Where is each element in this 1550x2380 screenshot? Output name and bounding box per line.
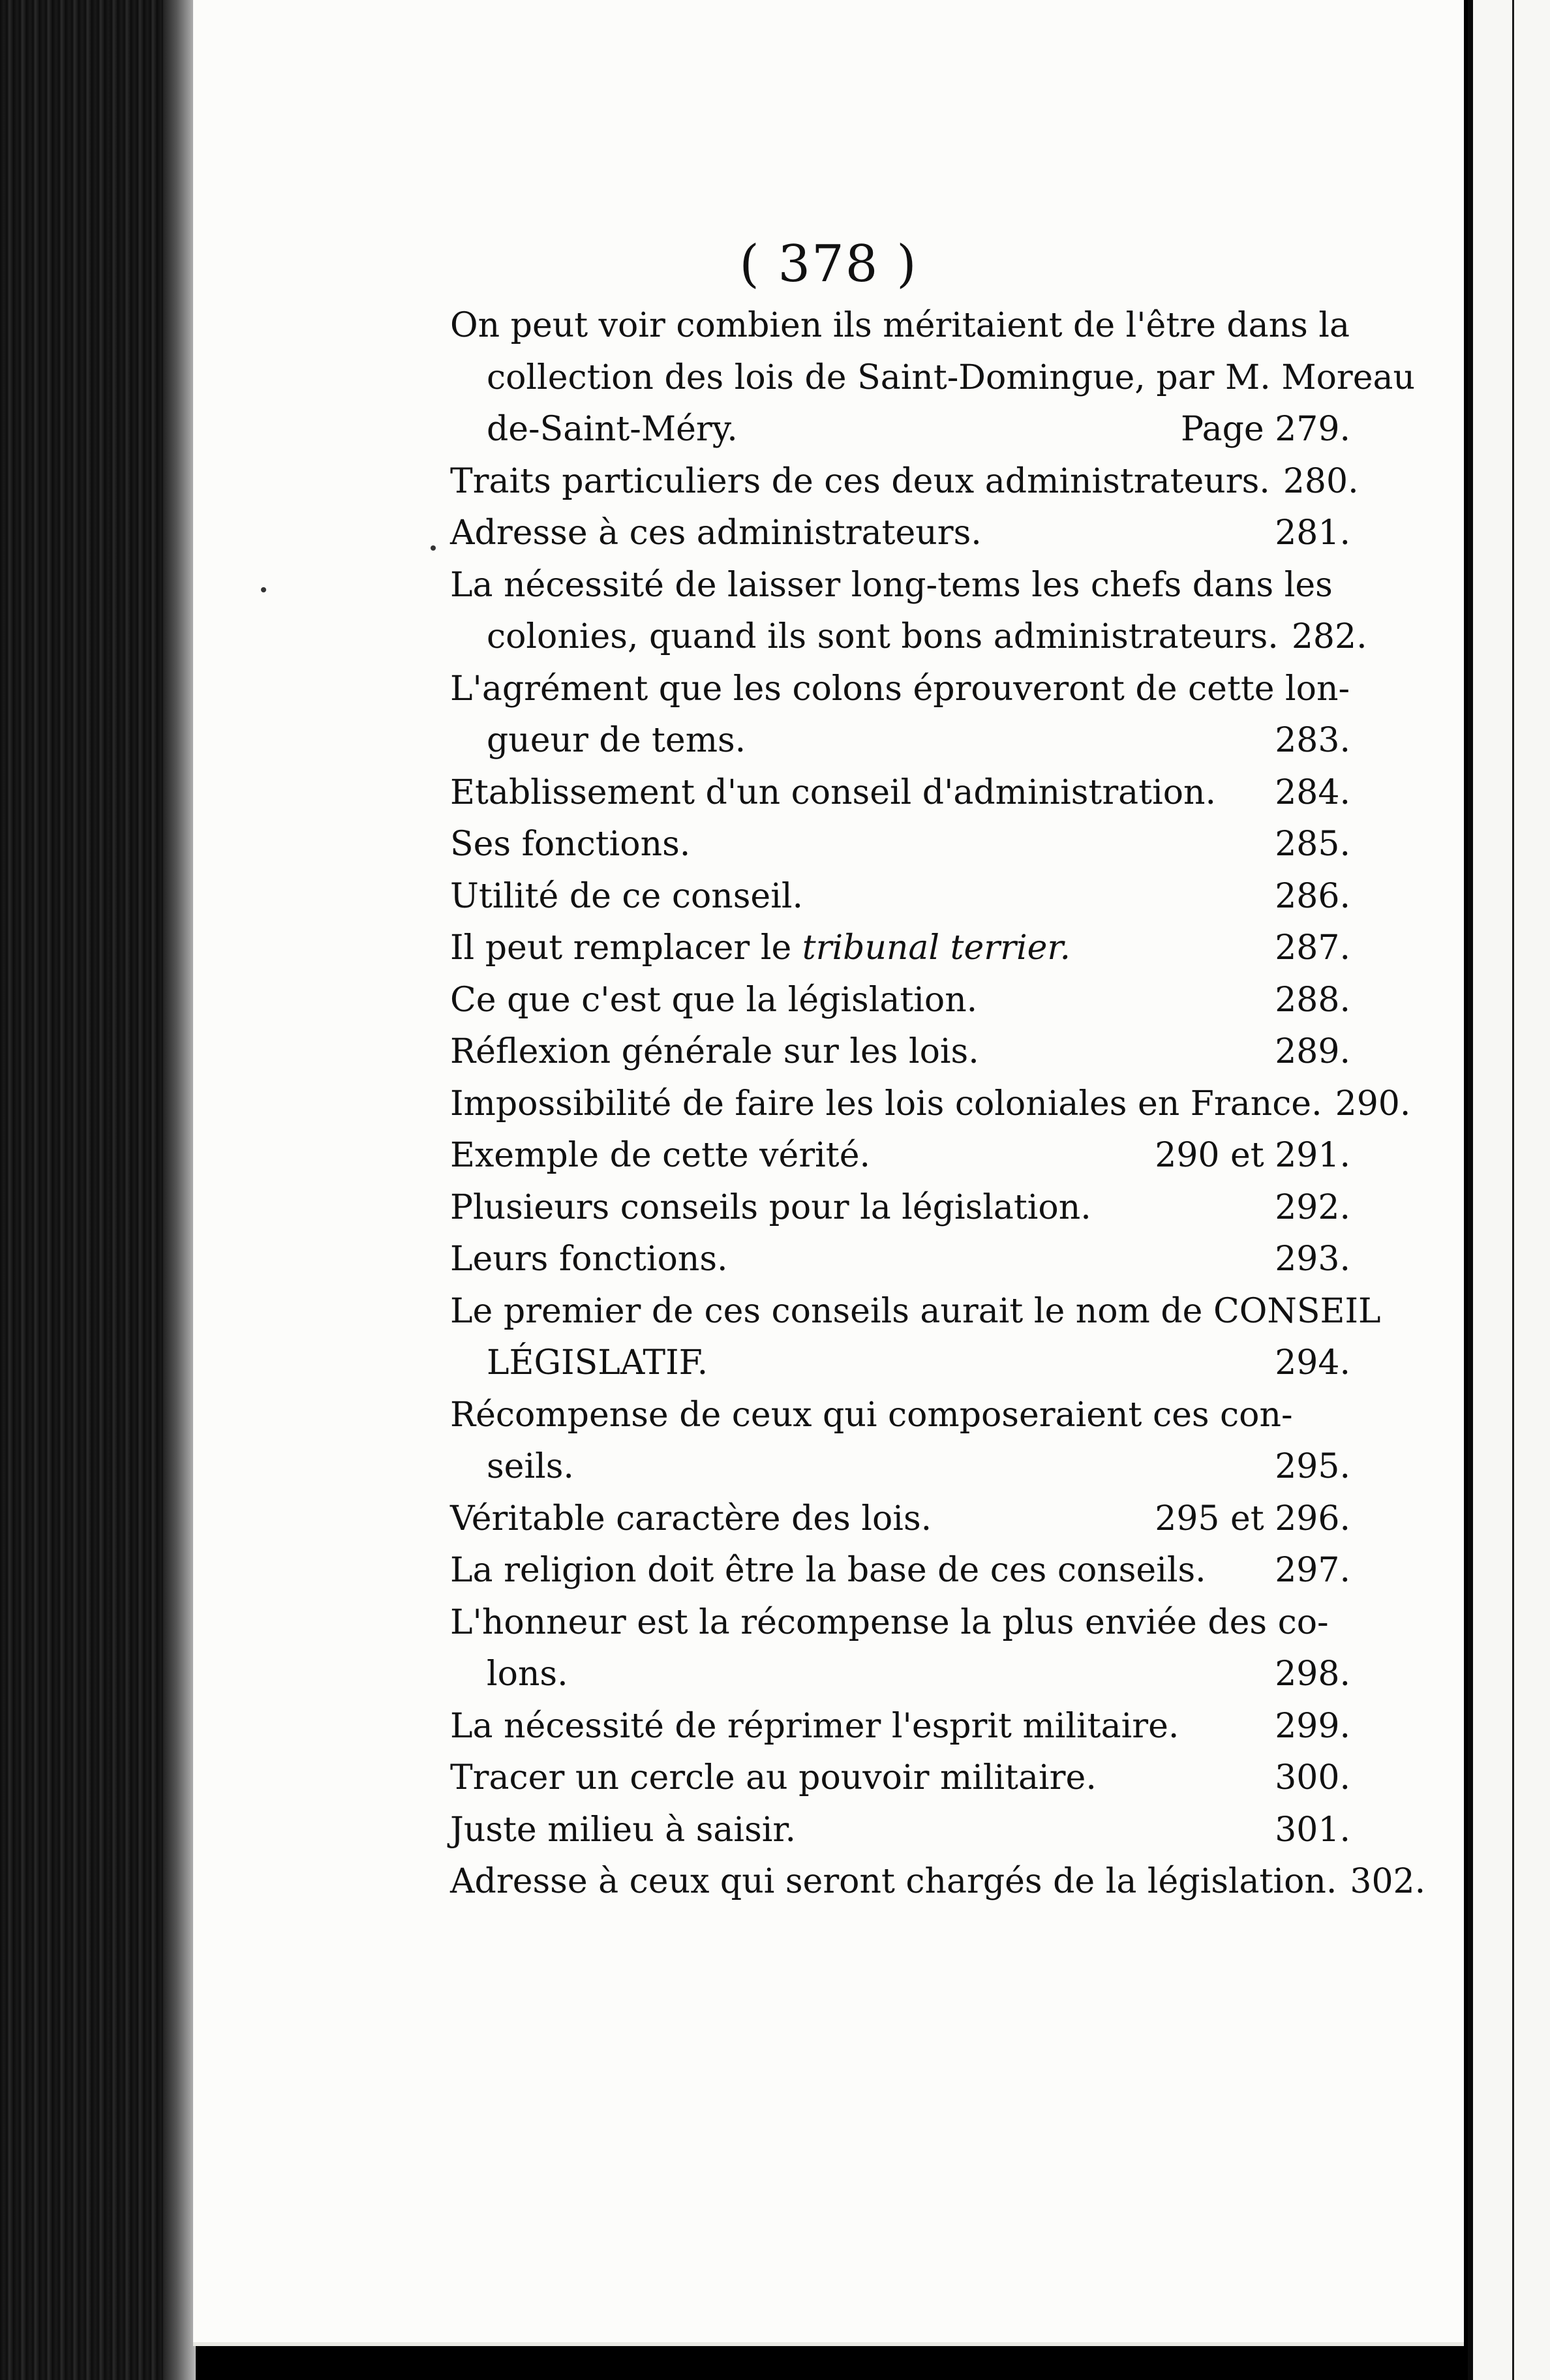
- facing-page-margin-line: [1512, 0, 1514, 2380]
- toc-entry-text: Juste milieu à saisir.: [450, 1810, 797, 1850]
- toc-entry-text: gueur de tems.: [487, 721, 746, 760]
- toc-entry-text: lons.: [487, 1655, 568, 1694]
- toc-entry-text: Traits particuliers de ces deux administrateurs.: [450, 461, 1270, 501]
- toc-entry-italic-text: tribunal terrier.: [802, 928, 1071, 968]
- toc-entry-text: colonies, quand ils sont bons administrateurs.: [487, 617, 1279, 656]
- toc-entry-text: Tracer un cercle au pouvoir militaire.: [450, 1758, 1097, 1797]
- toc-entry-text: Ce que c'est que la législation.: [450, 980, 978, 1020]
- toc-entry-text: Ses fonctions.: [450, 825, 691, 864]
- toc-page-ref: 283.: [1275, 721, 1350, 760]
- toc-entry: [450, 508, 1350, 560]
- toc-entry-text: Impossibilité de faire les lois coloniales en France.: [450, 1084, 1322, 1123]
- toc-page-ref: 290 et 291.: [1155, 1136, 1350, 1175]
- toc-page-ref: 299.: [1275, 1706, 1350, 1746]
- toc-entry: [450, 975, 1350, 1027]
- toc-entry-text: La religion doit être la base de ces conseils.: [450, 1551, 1206, 1590]
- toc-entry-text: Plusieurs conseils pour la législation.: [450, 1187, 1091, 1227]
- toc-entry-text: collection des lois de Saint-Domingue, par M. Moreau: [487, 358, 1415, 397]
- toc-entry-text: Etablissement d'un conseil d'administration.: [450, 772, 1217, 812]
- toc-entry: [450, 1390, 1350, 1493]
- toc-entry: [450, 819, 1350, 871]
- toc-entry: [450, 923, 1350, 975]
- toc-entry: [450, 1856, 1426, 1908]
- toc-entry-text: Adresse à ces administrateurs.: [450, 513, 982, 553]
- toc-page-ref: 282.: [1291, 617, 1367, 656]
- toc-entry-text: de-Saint-Méry.: [487, 410, 738, 449]
- toc-entry: [450, 664, 1350, 767]
- toc-page-ref: 284.: [1275, 772, 1350, 812]
- toc-entry-text: Le premier de ces conseils aurait le nom de CONSEIL: [450, 1291, 1381, 1331]
- toc-entry-text: L'honneur est la récompense la plus enviée des co-: [450, 1602, 1329, 1642]
- toc-page-ref: 286.: [1275, 876, 1350, 916]
- toc-entry: [450, 1078, 1411, 1131]
- toc-entry: [450, 1026, 1350, 1078]
- toc-entry: [450, 871, 1350, 923]
- toc-entry-text: La nécessité de laisser long-tems les chefs dans les: [450, 565, 1333, 605]
- print-speck: [261, 587, 266, 592]
- toc-entry-text: Récompense de ceux qui composeraient ces con-: [450, 1395, 1293, 1435]
- toc-entry: [450, 1130, 1350, 1182]
- toc-page-ref: 297.: [1275, 1551, 1350, 1590]
- toc-page-ref: 300.: [1275, 1758, 1350, 1797]
- toc-entry: [450, 1182, 1350, 1234]
- toc-entry: [450, 1545, 1350, 1597]
- table-of-contents: [450, 300, 1426, 1908]
- toc-page-ref: 293.: [1275, 1240, 1350, 1279]
- print-speck: [431, 545, 436, 551]
- facing-page-edge: [1468, 0, 1550, 2380]
- toc-page-ref: 287.: [1275, 928, 1350, 968]
- toc-entry-text: Utilité de ce conseil.: [450, 876, 803, 916]
- page-gutter-shadow: [163, 0, 196, 2380]
- toc-page-ref: 280.: [1283, 461, 1359, 501]
- toc-page-ref: 302.: [1350, 1862, 1426, 1901]
- toc-page-ref: 294.: [1275, 1343, 1350, 1382]
- toc-entry-text: LÉGISLATIF.: [487, 1343, 708, 1382]
- toc-page-ref: 290.: [1335, 1084, 1411, 1123]
- toc-entry: [450, 1805, 1350, 1857]
- toc-entry-text: On peut voir combien ils méritaient de l'être dans la: [450, 306, 1350, 345]
- toc-entry: [450, 1234, 1350, 1286]
- toc-page-ref: Page 279.: [1180, 410, 1350, 449]
- toc-entry: [450, 1752, 1350, 1805]
- toc-page-ref: 298.: [1275, 1655, 1350, 1694]
- toc-page-ref: 295 et 296.: [1155, 1499, 1350, 1538]
- toc-entry-text: La nécessité de réprimer l'esprit militaire.: [450, 1706, 1179, 1746]
- toc-entry: [450, 767, 1350, 819]
- toc-page-ref: 295.: [1275, 1447, 1350, 1486]
- toc-page-ref: 301.: [1275, 1810, 1350, 1850]
- toc-entry: [450, 456, 1359, 508]
- toc-page-ref: 288.: [1275, 980, 1350, 1020]
- toc-entry-text: seils.: [487, 1447, 574, 1486]
- toc-entry-text: Véritable caractère des lois.: [450, 1499, 932, 1538]
- toc-entry: [450, 1493, 1350, 1546]
- toc-entry-text: Réflexion générale sur les lois.: [450, 1032, 979, 1071]
- toc-entry-text: Adresse à ceux qui seront chargés de la législation.: [450, 1862, 1337, 1901]
- toc-entry-text: L'agrément que les colons éprouveront de cette lon-: [450, 669, 1350, 709]
- page-number: ( 378 ): [739, 235, 918, 294]
- toc-entry: [450, 1597, 1350, 1701]
- toc-page-ref: 281.: [1275, 513, 1350, 553]
- toc-entry-text: Leurs fonctions.: [450, 1240, 728, 1279]
- toc-entry: [450, 1701, 1350, 1753]
- toc-entry: [450, 560, 1367, 664]
- toc-page-ref: 292.: [1275, 1187, 1350, 1227]
- toc-entry: [450, 1286, 1381, 1390]
- toc-page-ref: 289.: [1275, 1032, 1350, 1071]
- toc-page-ref: 285.: [1275, 825, 1350, 864]
- toc-entry-text: Exemple de cette vérité.: [450, 1136, 871, 1175]
- toc-entry-text: Il peut remplacer le: [450, 928, 802, 968]
- toc-entry: [450, 300, 1415, 456]
